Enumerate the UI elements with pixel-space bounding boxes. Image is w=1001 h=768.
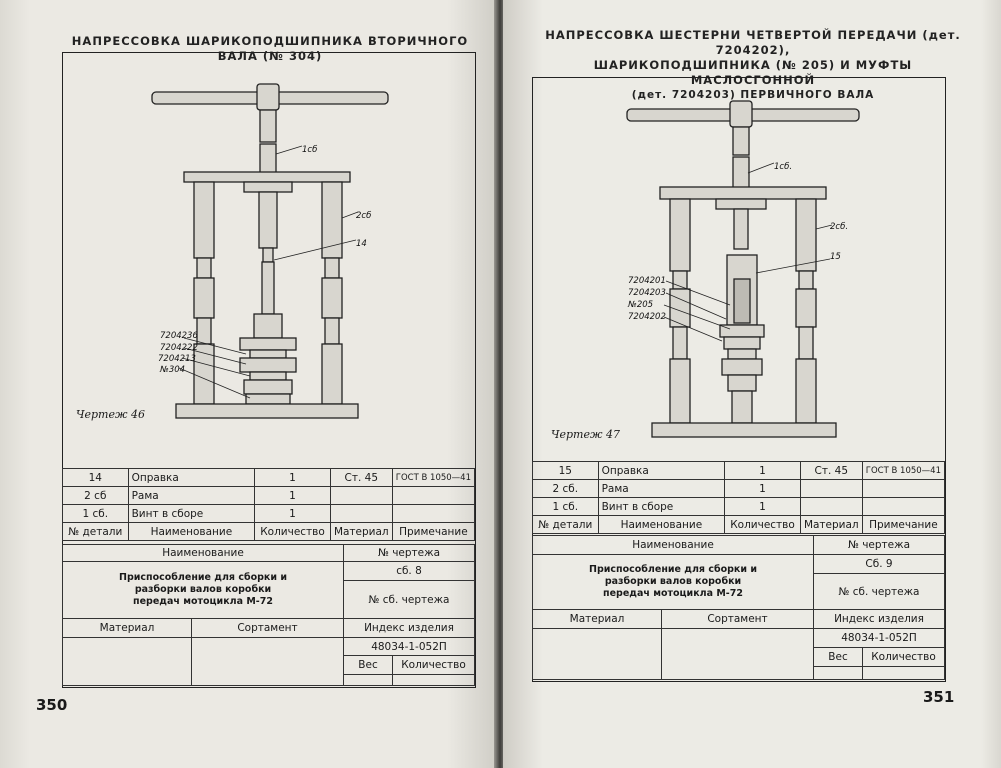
weight-label: Вес (813, 647, 863, 667)
material-label: Материал (532, 609, 662, 629)
left-press-drawing (64, 54, 474, 464)
part-no: 1 сб. (533, 498, 599, 516)
right-page (503, 0, 1001, 768)
header-material: Материал (800, 516, 862, 534)
part-qty: 1 (255, 505, 331, 523)
callout-14: 14 (356, 239, 367, 249)
left-parts-table (62, 468, 475, 541)
assembly-label: № сб. чертежа (343, 580, 475, 619)
part-no: 15 (533, 462, 599, 480)
callout-2sb: 2сб (356, 211, 372, 221)
header-name: Наименование (128, 523, 255, 541)
table-header-row (533, 516, 945, 534)
table-row (533, 480, 945, 498)
callout-205: №205 (628, 300, 654, 310)
callout-1sb: 1сб. (774, 162, 793, 172)
index-label: Индекс изделия (813, 609, 945, 629)
part-material (800, 498, 862, 516)
callout-7204213: 7204213 (158, 354, 196, 364)
part-note (392, 487, 474, 505)
part-material (800, 480, 862, 498)
part-note (392, 505, 474, 523)
part-qty: 1 (725, 480, 801, 498)
part-no: 14 (63, 469, 129, 487)
right-title-line3: (дет. 7204203) ПЕРВИЧНОГО ВАЛА (631, 89, 875, 101)
table-row (63, 505, 475, 523)
assembly-label: № сб. чертежа (813, 573, 945, 610)
name-label: Наименование (532, 535, 814, 555)
weight-label: Вес (343, 655, 393, 675)
drawing-label: № чертежа (343, 544, 475, 562)
material-value (532, 628, 662, 680)
header-no: № детали (63, 523, 129, 541)
part-material: Ст. 45 (800, 462, 862, 480)
right-press-drawing (534, 79, 944, 449)
part-note (862, 480, 944, 498)
count-label: Количество (392, 655, 475, 675)
header-note: Примечание (862, 516, 944, 534)
left-caption: Чертеж 46 (76, 408, 145, 421)
callout-2sb: 2сб. (830, 222, 849, 232)
part-name: Рама (128, 487, 255, 505)
part-name: Винт в сборе (128, 505, 255, 523)
part-note: ГОСТ В 1050—41 (392, 469, 474, 487)
sortament-label: Сортамент (661, 609, 814, 629)
part-note: ГОСТ В 1050—41 (862, 462, 944, 480)
drawing-number: сб. 8 (343, 561, 475, 581)
left-page-title: НАПРЕССОВКА ШАРИКОПОДШИПНИКА ВТОРИЧНОГО ВАЛА (№ 304) (71, 34, 469, 63)
callout-304: №304 (160, 365, 186, 375)
part-name: Рама (598, 480, 725, 498)
part-no: 2 сб (63, 487, 129, 505)
count-value (862, 666, 945, 680)
callout-1sb: 1сб (302, 145, 318, 155)
weight-value (813, 666, 863, 680)
table-row (63, 469, 475, 487)
material-value (62, 637, 192, 686)
part-no: 2 сб. (533, 480, 599, 498)
table-row (533, 498, 945, 516)
part-name: Винт в сборе (598, 498, 725, 516)
part-qty: 1 (255, 469, 331, 487)
part-no: 1 сб. (63, 505, 129, 523)
right-title-line1: НАПРЕССОВКА ШЕСТЕРНИ ЧЕТВЕРТОЙ ПЕРЕДАЧИ (дет. 7204202), (545, 28, 961, 57)
count-value (392, 674, 475, 686)
right-parts-table (532, 461, 945, 534)
sortament-value (661, 628, 814, 680)
callout-7204236: 7204236 (160, 331, 198, 341)
part-qty: 1 (725, 462, 801, 480)
table-row (63, 487, 475, 505)
right-title-block (532, 535, 945, 680)
index-label: Индекс изделия (343, 618, 475, 638)
part-material (330, 487, 392, 505)
callout-15: 15 (830, 252, 841, 262)
right-title-line2: ШАРИКОПОДШИПНИКА (№ 205) И МУФТЫ МАСЛОСГОННОЙ (593, 58, 913, 87)
left-title-block (62, 544, 475, 686)
left-page-number: 350 (36, 696, 68, 714)
right-page-number: 351 (923, 688, 955, 706)
part-material: Ст. 45 (330, 469, 392, 487)
drawing-label: № чертежа (813, 535, 945, 555)
right-caption: Чертеж 47 (551, 428, 620, 441)
header-no: № детали (533, 516, 599, 534)
header-name: Наименование (598, 516, 725, 534)
material-label: Материал (62, 618, 192, 638)
table-row (533, 462, 945, 480)
header-material: Материал (330, 523, 392, 541)
part-name: Оправка (598, 462, 725, 480)
index-value: 48034-1-052П (343, 637, 475, 656)
header-qty: Количество (725, 516, 801, 534)
part-material (330, 505, 392, 523)
fixture-name: Приспособление для сборки и разборки валов коробки передач мотоцикла М-72 (62, 561, 344, 619)
callout-7204202: 7204202 (628, 312, 666, 322)
part-qty: 1 (725, 498, 801, 516)
count-label: Количество (862, 647, 945, 667)
part-qty: 1 (255, 487, 331, 505)
sortament-label: Сортамент (191, 618, 344, 638)
fixture-name: Приспособление для сборки и разборки валов коробки передач мотоцикла М-72 (532, 554, 814, 610)
sortament-value (191, 637, 344, 686)
callout-7204203: 7204203 (628, 288, 666, 298)
left-page (0, 0, 497, 768)
part-note (862, 498, 944, 516)
callout-7204201: 7204201 (628, 276, 666, 286)
header-qty: Количество (255, 523, 331, 541)
callout-7204222: 7204222 (160, 343, 198, 353)
weight-value (343, 674, 393, 686)
part-name: Оправка (128, 469, 255, 487)
table-header-row (63, 523, 475, 541)
name-label: Наименование (62, 544, 344, 562)
index-value: 48034-1-052П (813, 628, 945, 648)
header-note: Примечание (392, 523, 474, 541)
drawing-number: Сб. 9 (813, 554, 945, 574)
